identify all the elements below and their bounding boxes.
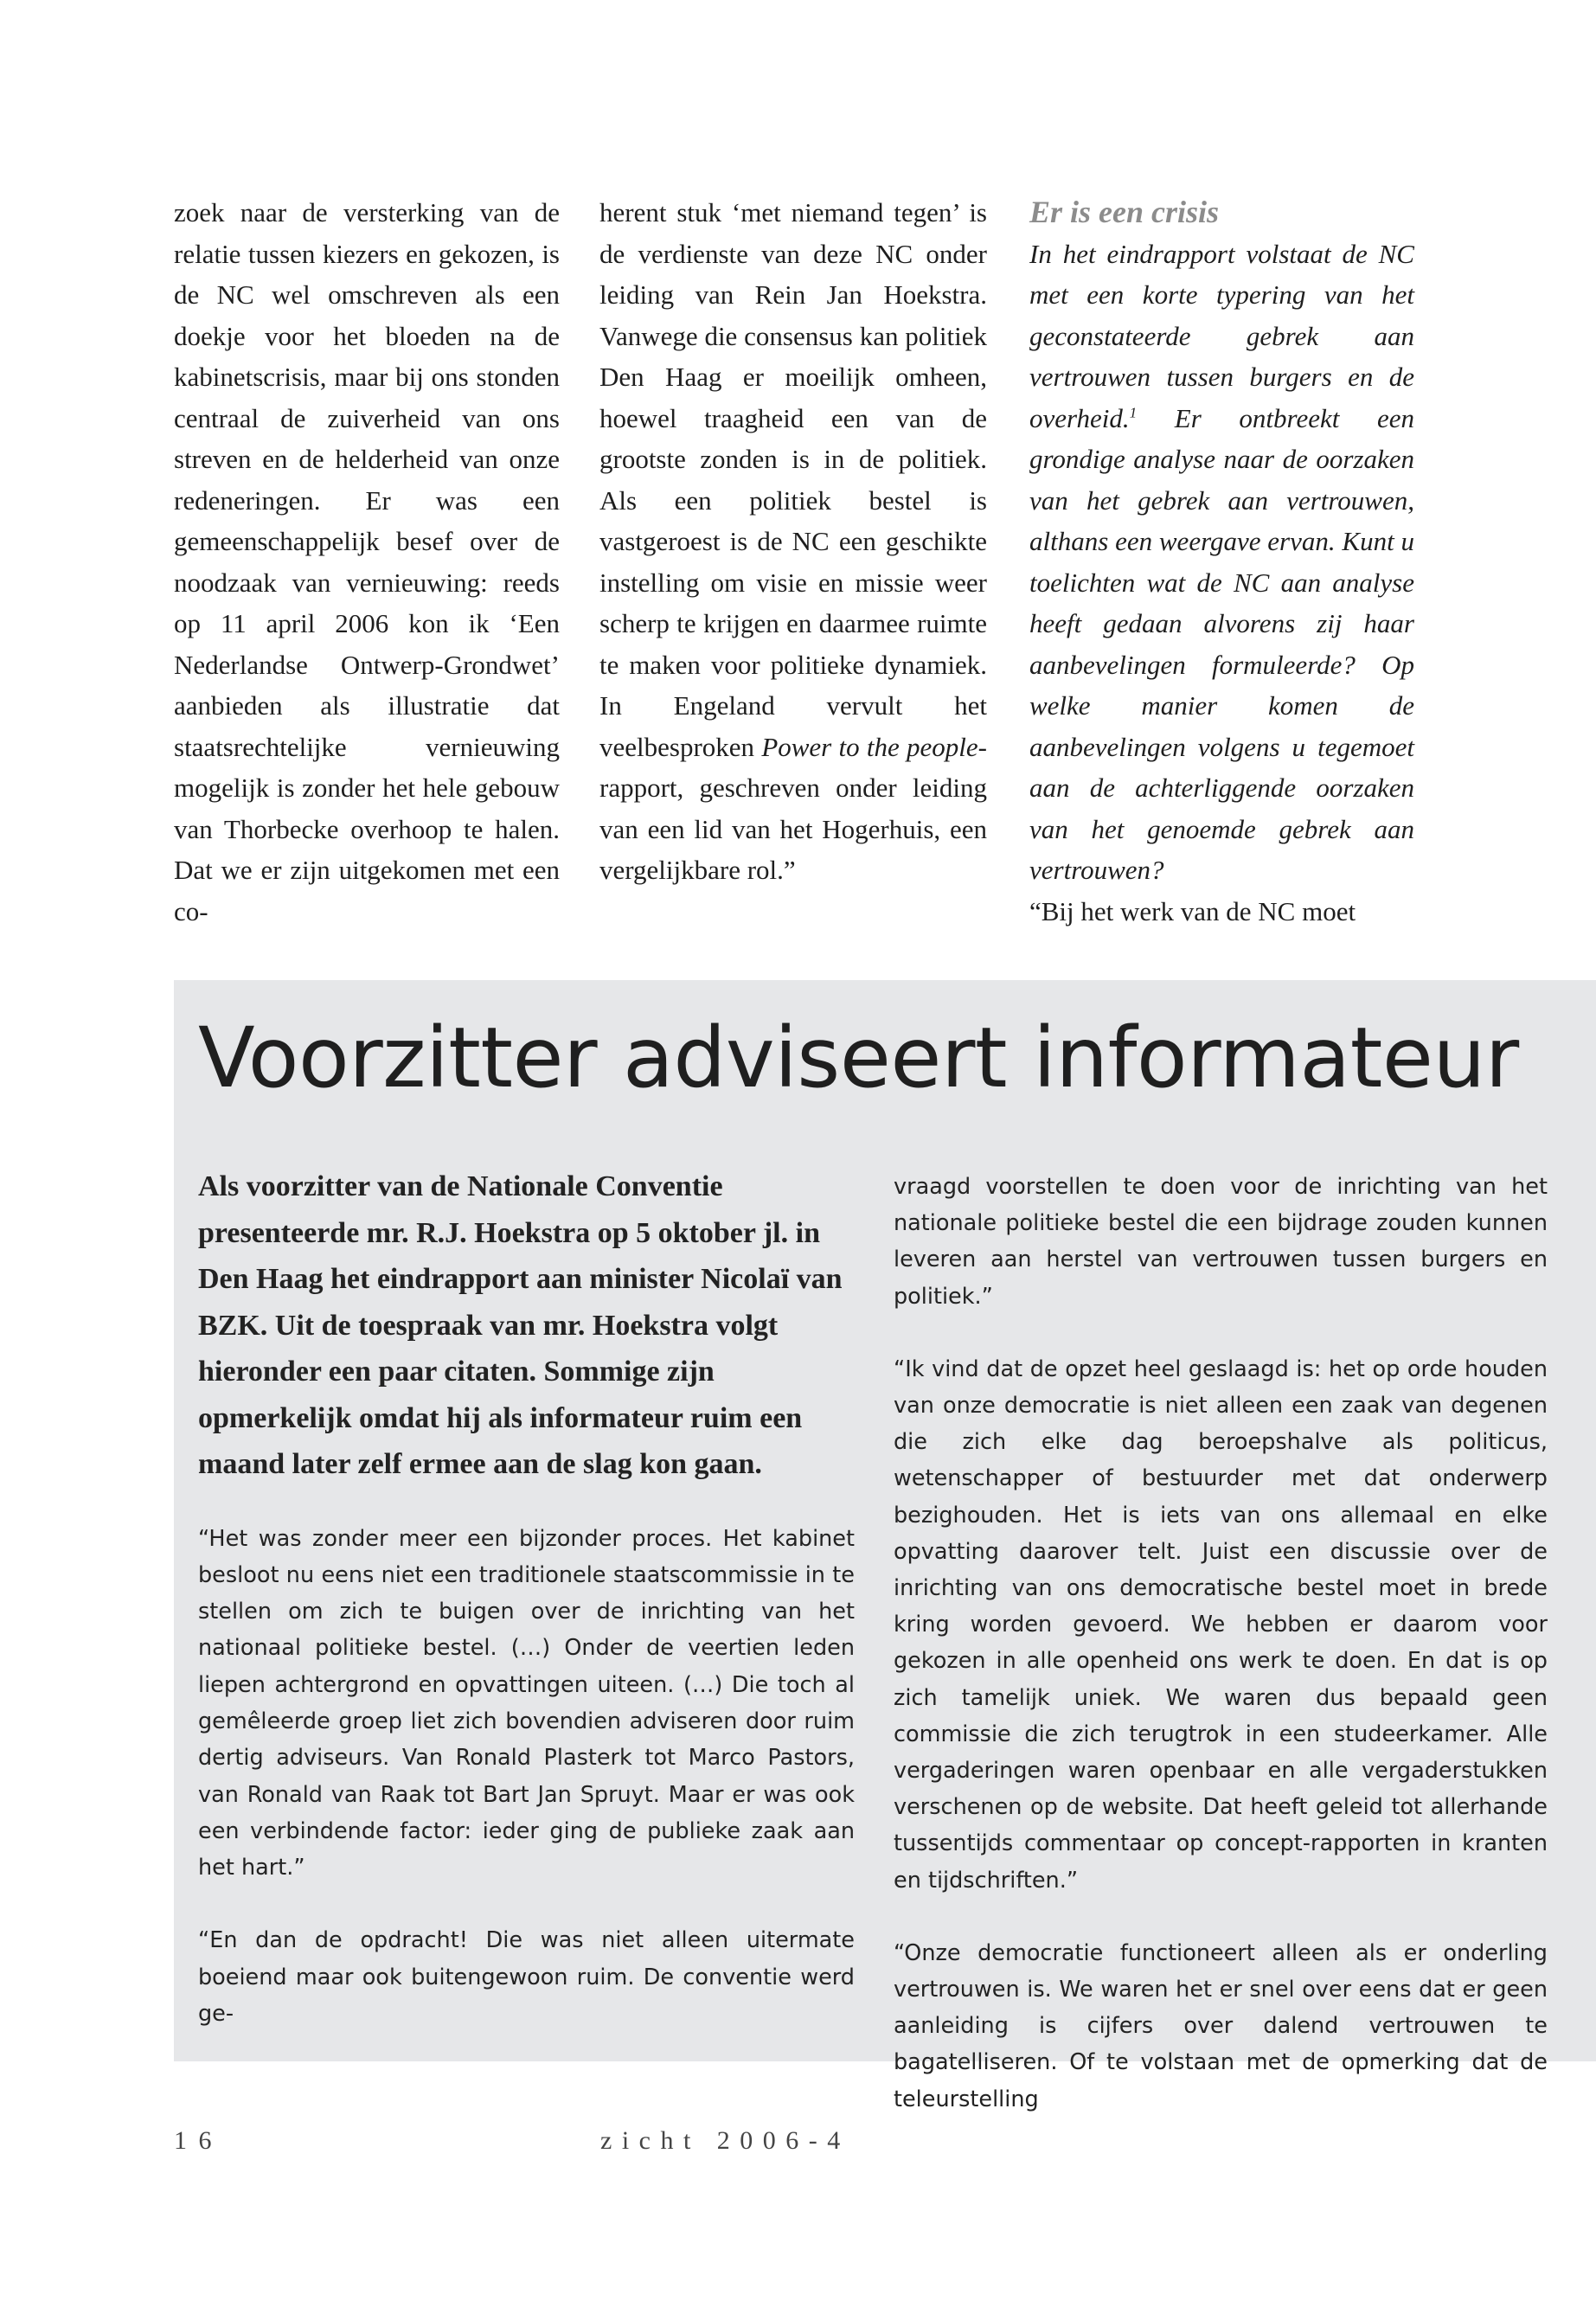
column-2-text-part-1: herent stuk ‘met niemand tegen’ is de verdienste van deze NC onder leiding van Rein Jan Hoekstra. Vanwege die consensus kan politiek Den Haag er moeilijk omheen, hoewel traagheid een van de grootste zonden is in de politiek. Als een politiek bestel is vastgeroest is de NC een geschikte instelling om visie en missie weer scherp te krijgen en daarmee ruimte te maken voor politieke dynamiek. In Engeland vervult het veelbesproken bbox=[599, 197, 987, 762]
box-title: Voorzitter adviseert informateur bbox=[198, 1009, 1519, 1106]
interview-question bbox=[1029, 234, 1414, 891]
column-1-text: zoek naar de versterking van de relatie tussen kiezers en gekozen, is de NC wel omschreven als een doekje voor het bloeden na de kabinetscrisis, maar bij ons stonden centraal de zuiverheid van ons streven en de helderheid van onze redeneringen. Er was een gemeenschappelijk besef over de noodzaak van vernieuwing: reeds op 11 april 2006 kon ik ‘Een Nederlandse Ontwerp-Grondwet’ aanbieden als illustratie dat staatsrechtelijke vernieuwing mogelijk is zonder het hele gebouw van Thorbecke overhoop te halen. Dat we er zijn uitgekomen met een co- bbox=[174, 197, 560, 926]
column-2-text bbox=[599, 192, 987, 891]
question-part-2: Er ontbreekt een grondige analyse naar de oorzaken van het gebrek aan vertrouwen, althans een weergave ervan. Kunt u toelichten wat de NC aan analyse heeft gedaan alvorens zij haar aanbevelingen formuleerde? Op welke manier komen de aanbevelingen volgens u tegemoet aan de achterliggende oorzaken van het genoemde gebrek aan vertrouwen? bbox=[1029, 402, 1414, 885]
page-number: 1 6 bbox=[174, 2126, 215, 2155]
box-lead: Als voorzitter van de Nationale Conventie presenteerde mr. R.J. Hoekstra op 5 oktober jl. in Den Haag het eindrapport aan minister Nicolaï van BZK. Uit de toespraak van mr. Hoekstra volgt hieronder een paar citaten. Sommige zijn opmerkelijk omdat hij als informateur ruim een maand later zelf ermee aan de slag kon gaan. bbox=[198, 1170, 843, 1480]
article-column-1 bbox=[174, 192, 560, 932]
column-2-text-part-2: -rapport, geschreven onder leiding van een lid van het Hogerhuis, een vergelijkbare rol.” bbox=[599, 731, 987, 885]
footnote-marker: 1 bbox=[1129, 404, 1138, 421]
box-paragraph: “Het was zonder meer een bijzonder proces. Het kabinet besloot nu eens niet een traditionele staatscommissie in te stellen om zich te buigen over de inrichting van het nationaal politieke bestel. (…) Onder de veertien leden liepen achtergrond en opvattingen uiteen. (…) Die toch al gemêleerde groep liet zich bovendien adviseren door ruim dertig adviseurs. Van Ronald Plasterk tot Marco Pastors, van Ronald van Raak tot Bart Jan Spruyt. Maar er was ook een verbindende factor: ieder ging de publieke zaak aan het hart.” bbox=[198, 1525, 855, 1881]
box-paragraph: vraagd voorstellen te doen voor de inrichting van het nationale politieke bestel die een bijdrage zouden kunnen leveren aan herstel van vertrouwen tussen burgers en politiek.” bbox=[894, 1174, 1548, 1310]
box-paragraph: “En dan de opdracht! Die was niet alleen uitermate boeiend maar ook buitengewoon ruim. De conventie werd ge- bbox=[198, 1927, 855, 2028]
box-paragraph: “Onze democratie functioneert alleen als er onderling vertrouwen is. We waren het er snel over eens dat er geen aanleiding is cijfers over dalend vertrouwen te bagatelliseren. Of te volstaan met de opmerking dat de teleurstelling bbox=[894, 1939, 1548, 2112]
article-column-3 bbox=[1029, 192, 1414, 932]
article-column-2 bbox=[599, 192, 987, 891]
interview-answer: “Bij het werk van de NC moet bbox=[1029, 895, 1356, 926]
box-paragraph: “Ik vind dat de opzet heel geslaagd is: het op orde houden van onze democratie is niet alleen een zaak van degenen die zich elke dag beroepshalve als politicus, wetenschapper of bestuurder met dat onderwerp bezighouden. Het is iets van ons allemaal en elke opvatting daarover telt. Juist een discussie over de inrichting van ons democratische bestel moet in brede kring worden gevoerd. We hebben er daarom voor gekozen in alle openheid ons werk te doen. En dat is op zich tamelijk uniek. We waren dus bepaald geen commissie die zich terugtrok in een studeerkamer. Alle vergaderingen waren openbaar en alle vergaderstukken verschenen op de website. Dat heeft geleid tot allerhande tussentijds commentaar op concept-rapporten in kranten en tijdschriften.” bbox=[894, 1356, 1548, 1894]
column-2-title-italic: Power to the people bbox=[761, 731, 978, 762]
sidebar-box bbox=[174, 980, 1596, 2112]
section-heading: Er is een crisis bbox=[1029, 195, 1220, 229]
question-part-1: In het eindrapport volstaat de NC met een korte typering van het geconstateerde gebrek aan vertrouwen tussen burgers en de overheid. bbox=[1029, 238, 1414, 433]
box-right-column bbox=[894, 1169, 1548, 2154]
box-left-column bbox=[198, 1163, 855, 2068]
running-footer: z i c h t 2 0 0 6 - 4 bbox=[600, 2126, 843, 2155]
